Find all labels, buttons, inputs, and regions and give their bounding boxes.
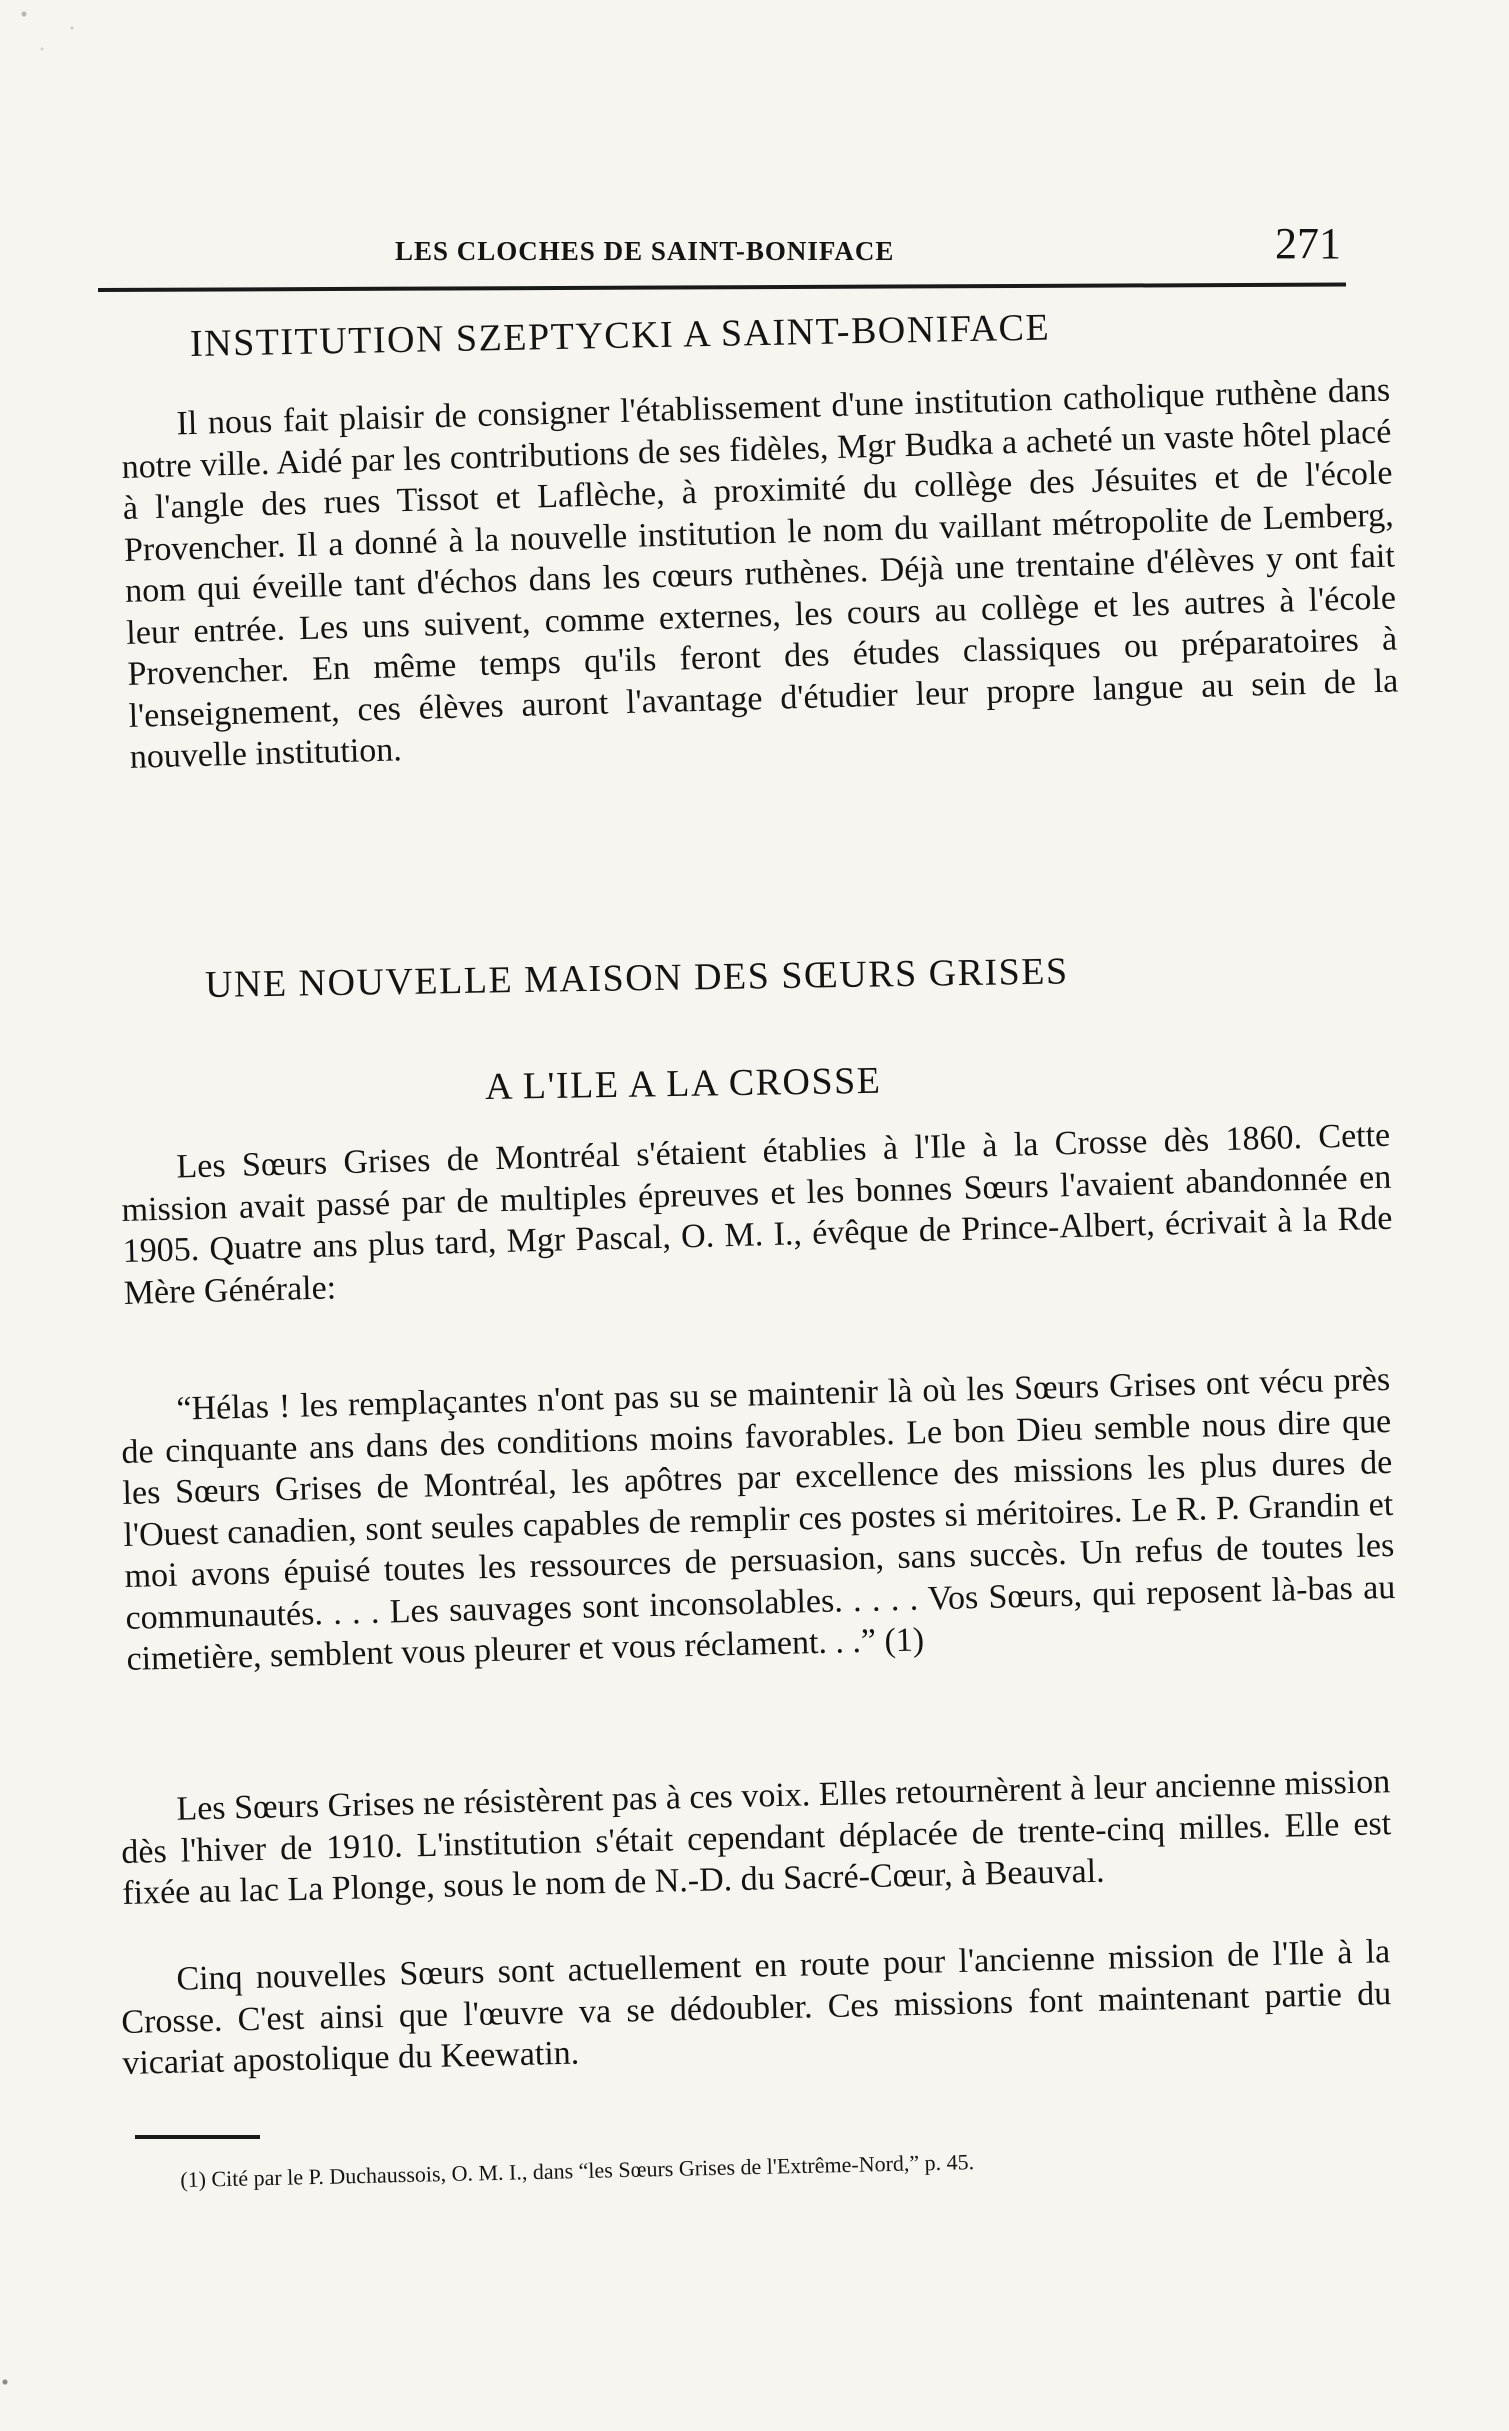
header-rule xyxy=(98,283,1346,292)
running-title: LES CLOCHES DE SAINT-BONIFACE xyxy=(395,236,895,266)
footnote-rule xyxy=(135,2135,260,2139)
section-title-maison: UNE NOUVELLE MAISON DES SŒURS GRISES xyxy=(204,950,1069,1006)
scan-speckle xyxy=(0,0,120,70)
section-subtitle-ile-a-la-crosse: A L'ILE A LA CROSSE xyxy=(484,1059,882,1108)
section-title-institution: INSTITUTION SZEPTYCKI A SAINT-BONIFACE xyxy=(189,306,1051,365)
margin-mark xyxy=(0,2370,10,2394)
paragraph-quotation: “Hélas ! les remplaçantes n'ont pas su se maintenir là où les Sœurs Grises ont vécu près de cinquante ans dans des conditions moins favorables. Le bon Dieu semble nous dire que les Sœurs Grises de Montréal, les apôtres par excellence des missions les plus dures de l'Ouest canadien, sont seules capables de remplir ces postes si méritoires. Le R. P. Grandin et moi avons épuisé toutes les ressources de persuasion, sans succès. Un refus de toutes les communautés. . . . Les sauvages sont inconsolables. . . . . Vos Sœurs, qui reposent là-bas au cimetière, semblent vous pleurer et vous réclament. . .” (1) xyxy=(121,1360,1396,1678)
paragraph-soeurs-grises: Les Sœurs Grises de Montréal s'étaient établies à l'Ile à la Crosse dès 1860. Cette mission avait passé par de multiples épreuves et les bonnes Sœurs l'avaient abandonnée en 1905. Quatre ans plus tard, Mgr Pascal, O. M. I., évêque de Prince-Albert, écrivait à la Rde Mère Générale: xyxy=(121,1116,1393,1312)
running-head xyxy=(0,219,1509,272)
paragraph-nouvelles-soeurs: Cinq nouvelles Sœurs sont actuellement en route pour l'ancienne mission de l'Ile à la Crosse. C'est ainsi que l'œuvre va se dédoubler. Ces missions font maintenant partie du vicariat apostolique du Keewatin. xyxy=(120,1933,1392,2082)
page-number: 271 xyxy=(1275,219,1341,268)
paragraph-retour: Les Sœurs Grises ne résistèrent pas à ces voix. Elles retournèrent à leur ancienne mission dès l'hiver de 1910. L'institution s'était cependant déplacée de trente-cinq milles. Elle est fixée au lac La Plonge, sous le nom de N.-D. du Sacré-Cœur, à Beauval. xyxy=(120,1763,1392,1912)
paragraph-institution: Il nous fait plaisir de consigner l'établissement d'une institution catholique ruthène dans notre ville. Aidé par les contributions de ses fidèles, Mgr Budka a acheté un vaste hôtel placé à l'angle des rues Tissot et Laflèche, à proximité du collège des Jésuites et de l'école Provencher. Il a donné à la nouvelle institution le nom du vaillant métropolite de Lemberg, nom qui éveille tant d'échos dans les cœurs ruthènes. Déjà une trentaine d'élèves y ont fait leur entrée. Les uns suivent, comme externes, les cours au collège et les autres à l'école Provencher. En même temps qu'ils feront des études classiques ou préparatoires à l'enseignement, ces élèves auront l'avantage d'étudier leur propre langue au sein de la nouvelle institution. xyxy=(121,371,1399,776)
footnote: (1) Cité par le P. Duchaussois, O. M. I., dans “les Sœurs Grises de l'Extrême-Nord,” p. 45. xyxy=(180,2149,975,2193)
